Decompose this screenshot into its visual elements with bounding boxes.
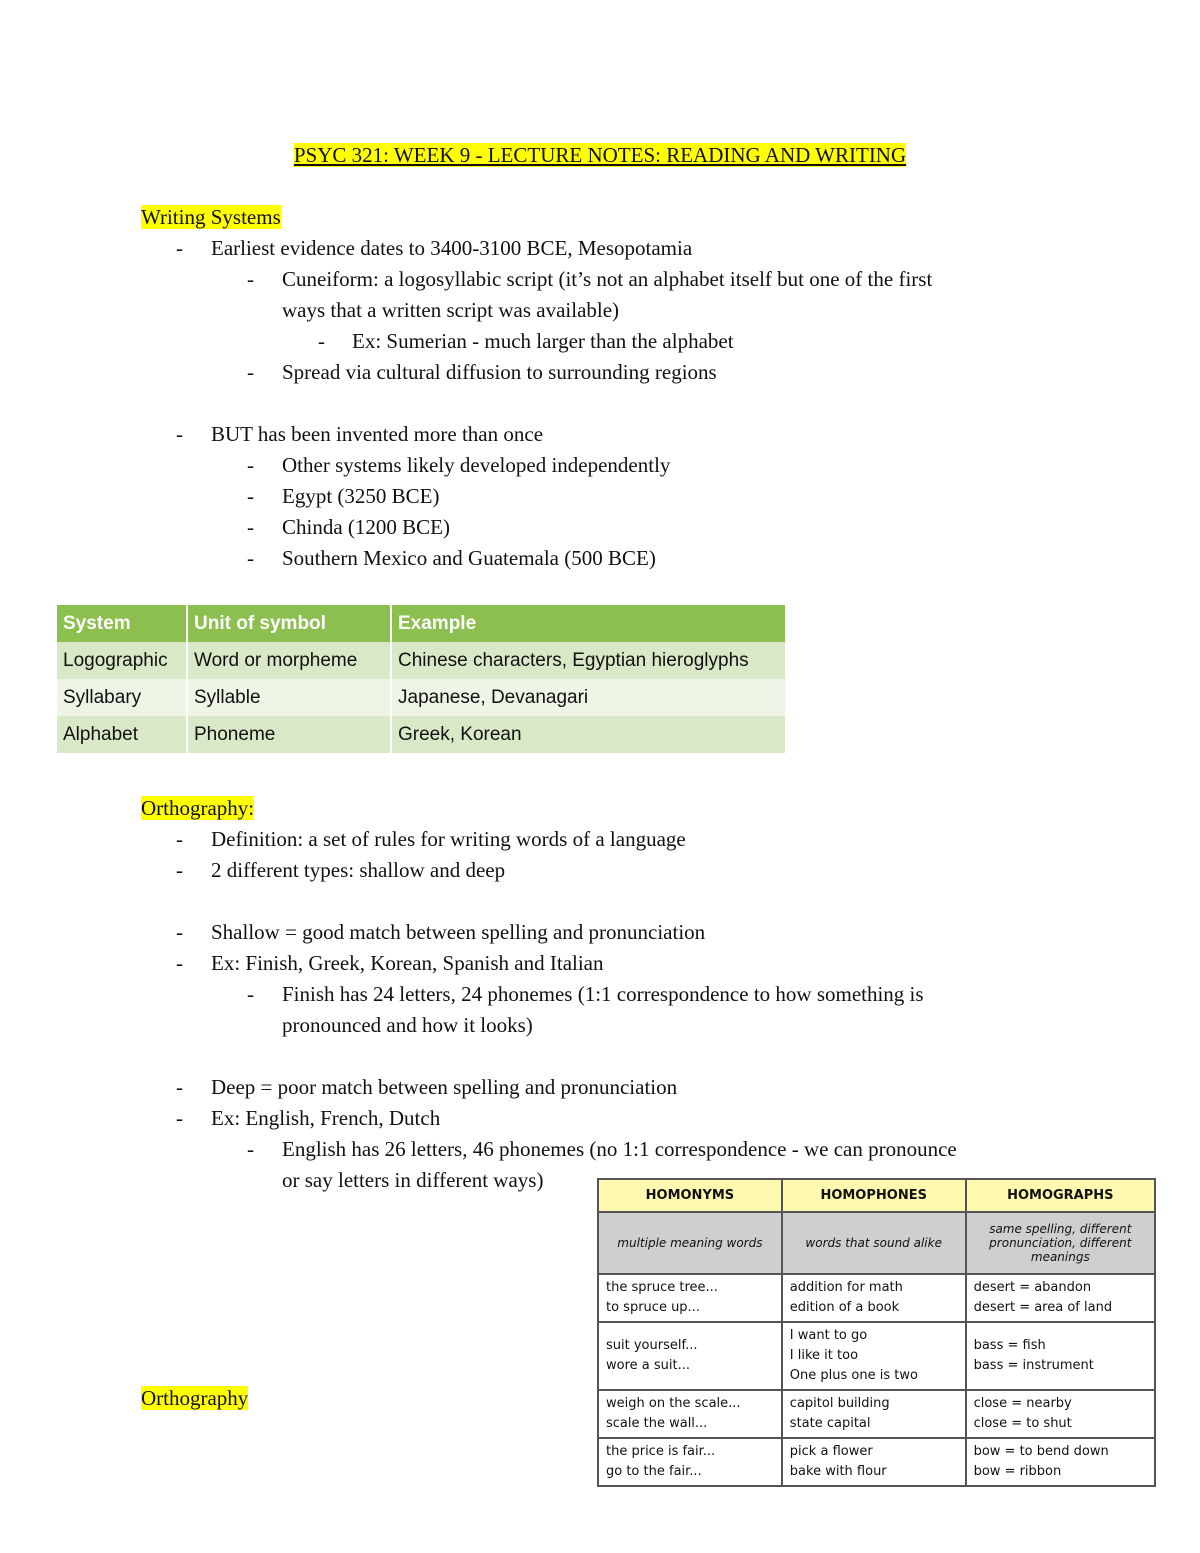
page-title-text: PSYC 321: WEEK 9 - LECTURE NOTES: READING AND WRITING: [293, 143, 907, 167]
bullet-dash: -: [318, 329, 325, 353]
table-cell: [598, 1390, 782, 1438]
bullet-dash: -: [176, 236, 183, 260]
table-row: [57, 716, 786, 753]
cell-line: bow = ribbon: [973, 1464, 1062, 1479]
bullet-dash: -: [247, 360, 254, 384]
bullet-dash: -: [176, 858, 183, 882]
table-cell: [966, 1322, 1155, 1390]
column-header-example: Example: [391, 605, 786, 642]
table-cell: Chinese characters, Egyptian hieroglyphs: [391, 642, 786, 679]
table-subtitle-row: [598, 1212, 1155, 1274]
bullet-dash: -: [247, 546, 254, 570]
bullet-invented-more-than-once: BUT has been invented more than once: [211, 422, 544, 446]
table-cell: Syllable: [187, 679, 391, 716]
orthography-heading-2: [141, 1386, 248, 1411]
bullet-dash: -: [247, 1137, 254, 1161]
cell-line: One plus one is two: [789, 1368, 918, 1383]
bullet-definition: Definition: a set of rules for writing words of a language: [211, 827, 686, 851]
bullet-other-systems: Other systems likely developed independently: [282, 453, 671, 477]
bullet-dash: -: [247, 982, 254, 1006]
table-row: [598, 1322, 1155, 1390]
cell-line: bass = fish: [973, 1338, 1046, 1353]
table-header-row: [57, 605, 786, 642]
writing-systems-heading: [141, 205, 281, 230]
cell-line: go to the fair...: [606, 1464, 702, 1479]
cell-line: the spruce tree...: [606, 1280, 718, 1295]
table-row: [57, 642, 786, 679]
table-cell: [598, 1322, 782, 1390]
bullet-deep: Deep = poor match between spelling and pronunciation: [211, 1075, 678, 1099]
bullet-two-types: 2 different types: shallow and deep: [211, 858, 506, 882]
table-cell: [598, 1274, 782, 1322]
table-cell: [782, 1438, 966, 1486]
table-row: [598, 1274, 1155, 1322]
writing-systems-heading-text: Writing Systems: [141, 205, 281, 229]
table-cell: [782, 1390, 966, 1438]
bullet-english-line2: or say letters in different ways): [282, 1168, 544, 1192]
bullet-dash: -: [247, 484, 254, 508]
bullet-cuneiform-line2: ways that a written script was available): [282, 298, 620, 322]
table-cell: Word or morpheme: [187, 642, 391, 679]
page-title: [0, 143, 1200, 168]
table-cell: Logographic: [57, 642, 187, 679]
bullet-spread: Spread via cultural diffusion to surrounding regions: [282, 360, 717, 384]
cell-line: the price is fair...: [606, 1444, 716, 1459]
cell-line: weigh on the scale...: [606, 1396, 741, 1411]
subtitle-cell: same spelling, different pronunciation, different meanings: [966, 1212, 1155, 1274]
bullet-shallow-examples: Ex: Finish, Greek, Korean, Spanish and Italian: [211, 951, 604, 975]
table-cell: Greek, Korean: [391, 716, 786, 753]
cell-line: suit yourself...: [606, 1338, 698, 1353]
cell-line: state capital: [789, 1416, 871, 1431]
bullet-chinda: Chinda (1200 BCE): [282, 515, 450, 539]
cell-line: scale the wall...: [606, 1416, 708, 1431]
table-cell: Alphabet: [57, 716, 187, 753]
table-cell: [966, 1438, 1155, 1486]
bullet-dash: -: [247, 515, 254, 539]
table-cell: [782, 1274, 966, 1322]
bullet-earliest-evidence: Earliest evidence dates to 3400-3100 BCE, Mesopotamia: [211, 236, 693, 260]
cell-line: bake with flour: [789, 1464, 887, 1479]
orthography-heading-2-text: Orthography: [141, 1386, 249, 1410]
orthography-heading-text: Orthography:: [141, 796, 255, 820]
bullet-dash: -: [176, 920, 183, 944]
cell-line: close = to shut: [973, 1416, 1072, 1431]
column-header-homographs: HOMOGRAPHS: [966, 1179, 1155, 1212]
cell-line: bow = to bend down: [973, 1444, 1109, 1459]
column-header-homophones: HOMOPHONES: [782, 1179, 966, 1212]
cell-line: bass = instrument: [973, 1358, 1094, 1373]
cell-line: I like it too: [789, 1348, 859, 1363]
writing-systems-table: [57, 605, 787, 753]
bullet-english-line1: English has 26 letters, 46 phonemes (no 1:1 correspondence - we can pronounce: [282, 1137, 957, 1161]
bullet-dash: -: [176, 951, 183, 975]
bullet-shallow: Shallow = good match between spelling and pronunciation: [211, 920, 706, 944]
table-row: [598, 1438, 1155, 1486]
table-row: [598, 1390, 1155, 1438]
table-cell: Syllabary: [57, 679, 187, 716]
table-cell: [598, 1438, 782, 1486]
cell-line: I want to go: [789, 1328, 868, 1343]
table-row: [57, 679, 786, 716]
column-header-homonyms: HOMONYMS: [598, 1179, 782, 1212]
bullet-finish-line2: pronounced and how it looks): [282, 1013, 533, 1037]
cell-line: desert = area of land: [973, 1300, 1113, 1315]
bullet-finish-line1: Finish has 24 letters, 24 phonemes (1:1 correspondence to how something is: [282, 982, 924, 1006]
cell-line: capitol building: [789, 1396, 890, 1411]
bullet-dash: -: [247, 267, 254, 291]
table-header-row: [598, 1179, 1155, 1212]
column-header-system: System: [57, 605, 187, 642]
bullet-dash: -: [176, 1075, 183, 1099]
cell-line: addition for math: [789, 1280, 903, 1295]
homonyms-table: [597, 1178, 1156, 1487]
table-cell: [966, 1390, 1155, 1438]
cell-line: wore a suit...: [606, 1358, 690, 1373]
table-cell: Phoneme: [187, 716, 391, 753]
bullet-dash: -: [247, 453, 254, 477]
table-cell: Japanese, Devanagari: [391, 679, 786, 716]
subtitle-cell: words that sound alike: [782, 1212, 966, 1274]
bullet-dash: -: [176, 422, 183, 446]
bullet-dash: -: [176, 1106, 183, 1130]
cell-line: edition of a book: [789, 1300, 900, 1315]
bullet-egypt: Egypt (3250 BCE): [282, 484, 440, 508]
subtitle-cell: multiple meaning words: [598, 1212, 782, 1274]
cell-line: desert = abandon: [973, 1280, 1092, 1295]
bullet-dash: -: [176, 827, 183, 851]
bullet-deep-examples: Ex: English, French, Dutch: [211, 1106, 441, 1130]
cell-line: to spruce up...: [606, 1300, 700, 1315]
bullet-cuneiform-line1: Cuneiform: a logosyllabic script (it’s not an alphabet itself but one of the first: [282, 267, 933, 291]
table-cell: [966, 1274, 1155, 1322]
cell-line: close = nearby: [973, 1396, 1072, 1411]
bullet-sumerian-example: Ex: Sumerian - much larger than the alphabet: [352, 329, 734, 353]
column-header-unit: Unit of symbol: [187, 605, 391, 642]
cell-line: pick a flower: [789, 1444, 873, 1459]
bullet-mexico-guatemala: Southern Mexico and Guatemala (500 BCE): [282, 546, 656, 570]
orthography-heading: [141, 796, 254, 821]
table-cell: [782, 1322, 966, 1390]
